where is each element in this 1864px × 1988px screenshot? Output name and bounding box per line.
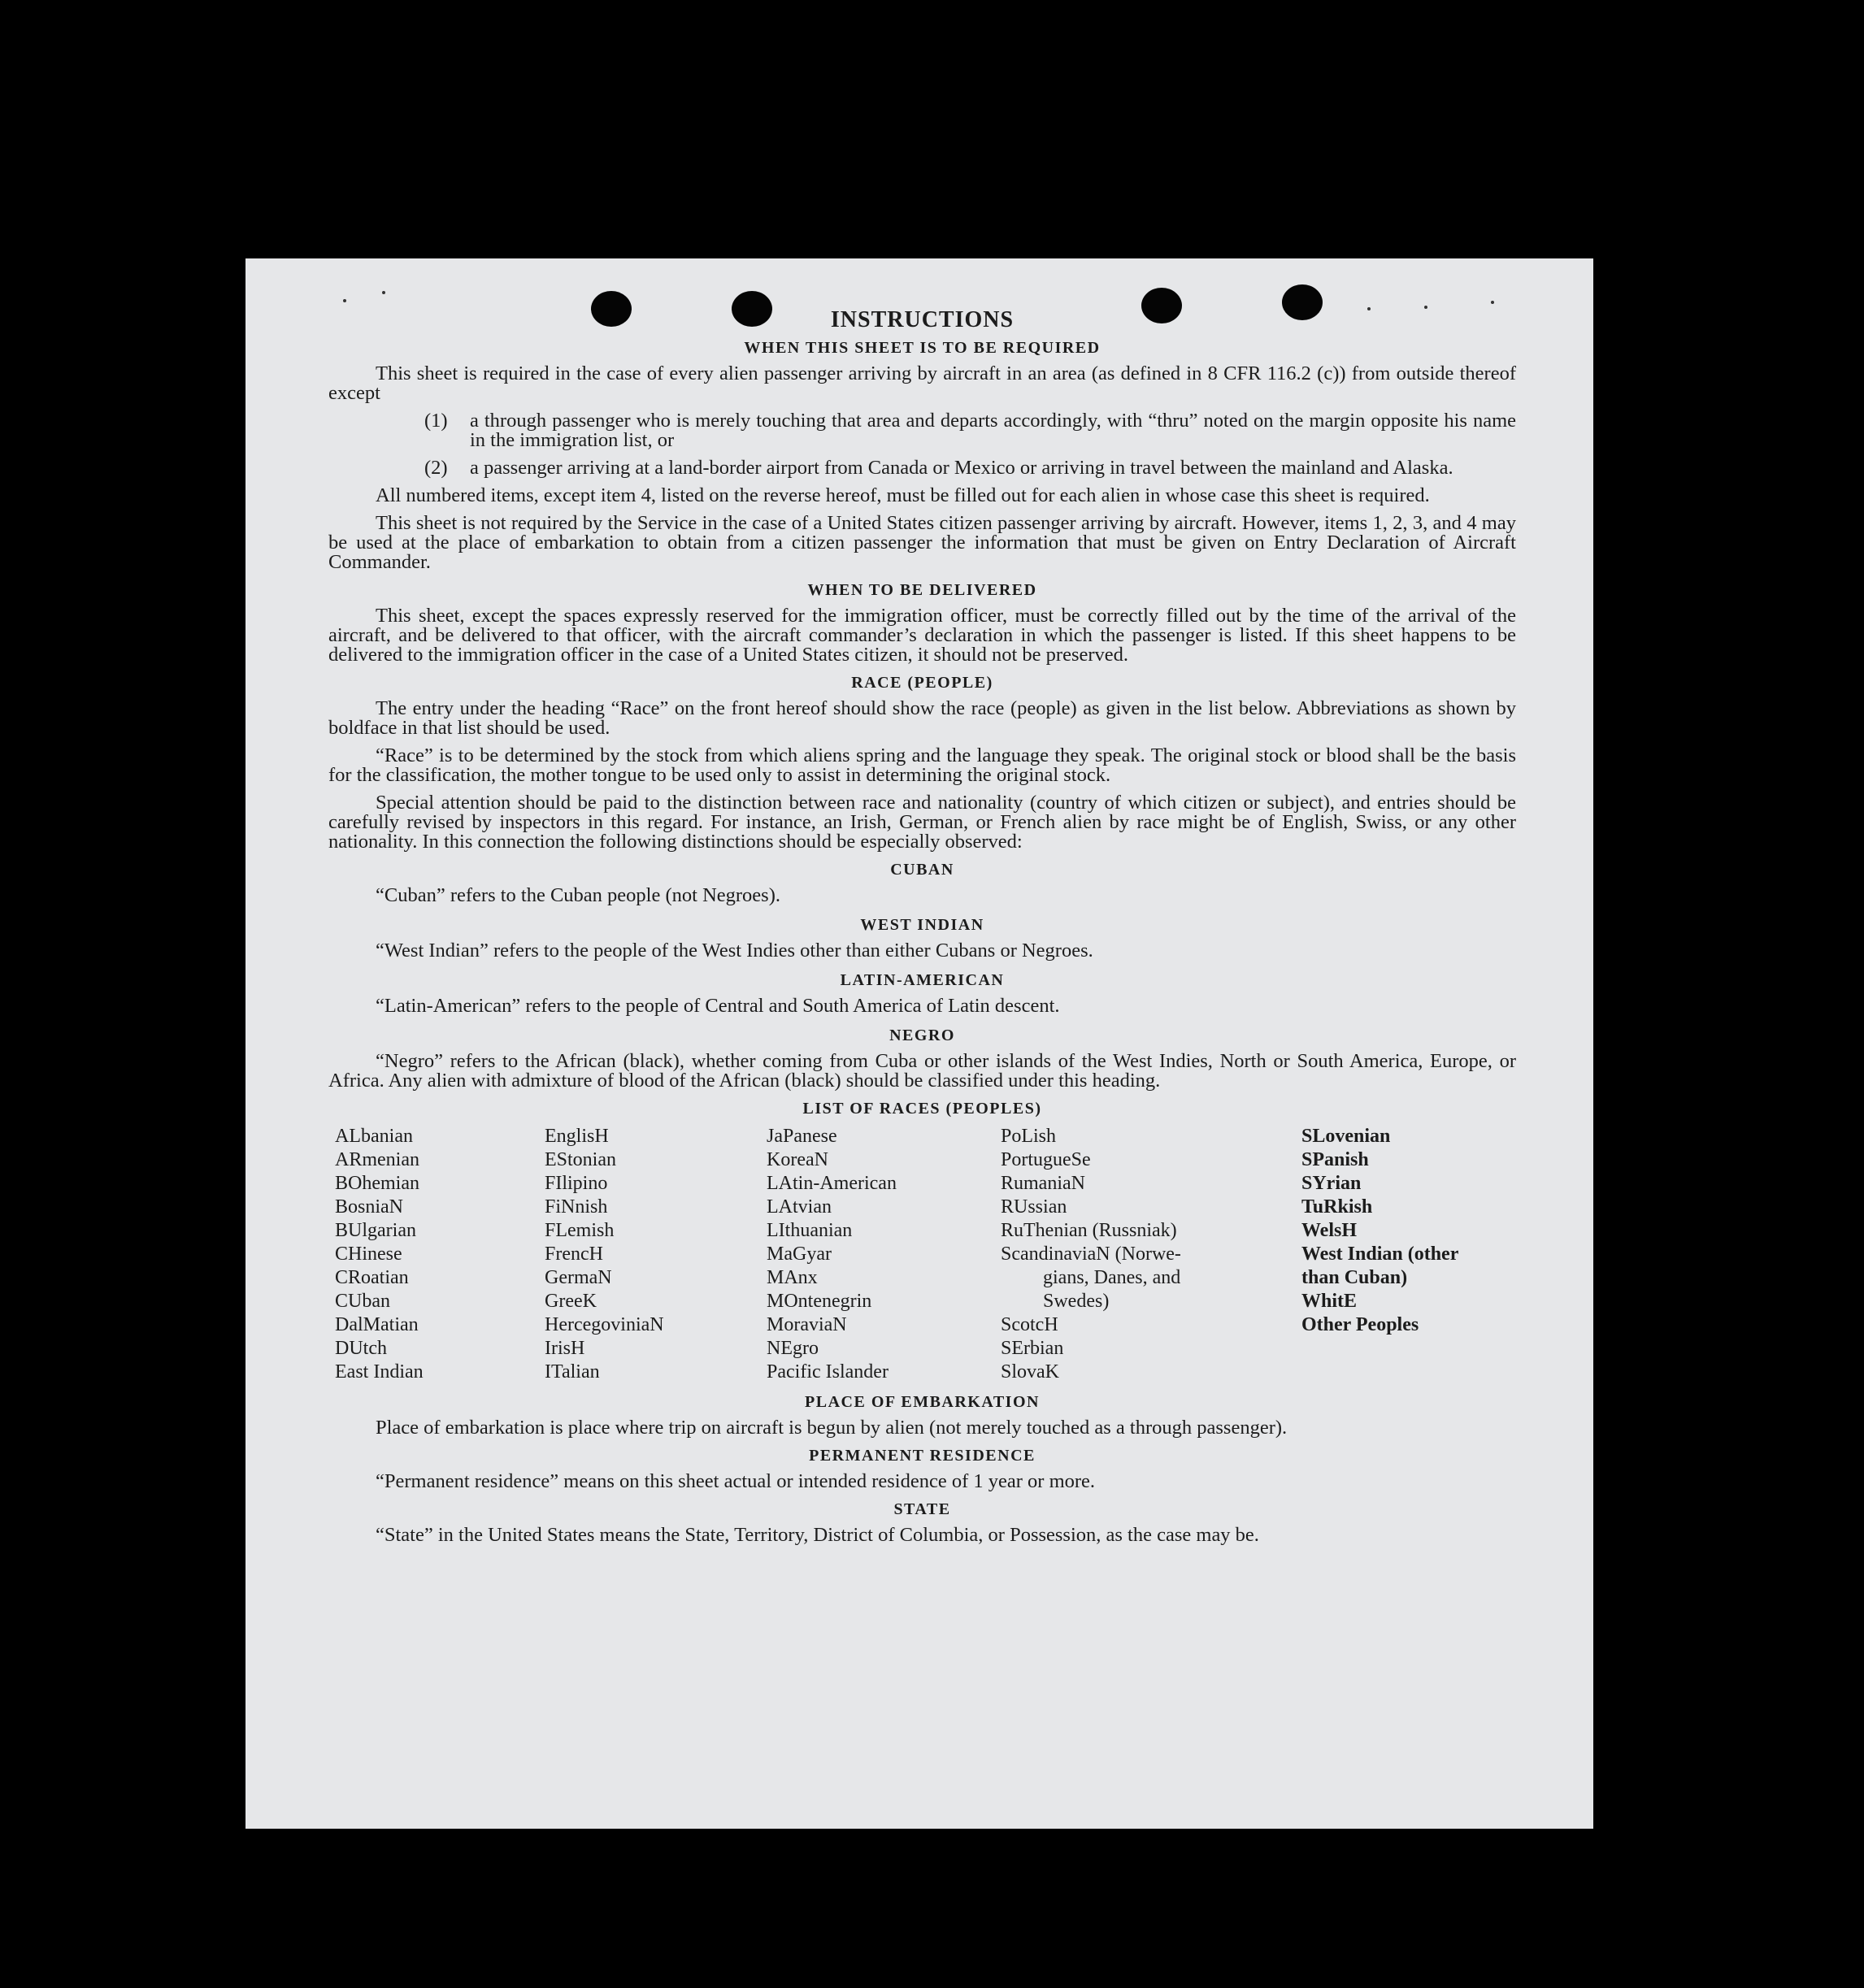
race-entry: ITalian — [545, 1361, 600, 1382]
race-entry: ALbanian — [335, 1126, 413, 1147]
race-paragraph-2: “Race” is to be determined by the stock from which aliens spring and the language they speak. The original stock or blood shall be the basis for the classification, the mother tongue to be used only to assist in determining the original stock. — [328, 744, 1516, 786]
heading-cuban: CUBAN — [890, 861, 954, 879]
race-entry: LIthuanian — [767, 1220, 853, 1241]
race-entry: SlovaK — [1001, 1361, 1059, 1382]
race-entry: West Indian (other — [1301, 1244, 1459, 1265]
race-entry: RUssian — [1001, 1196, 1067, 1218]
race-entry: FLemish — [545, 1220, 615, 1241]
race-entry: GermaN — [545, 1267, 612, 1288]
race-entry: RumaniaN — [1001, 1173, 1085, 1194]
race-entry: TuRkish — [1301, 1196, 1373, 1218]
race-entry: ARmenian — [335, 1149, 419, 1170]
required-intro: This sheet is required in the case of every alien passenger arriving by aircraft in an area (as defined in 8 CFR 116.2 (c)) from outside thereof except — [328, 362, 1516, 404]
race-entry: NEgro — [767, 1338, 819, 1359]
heading-list-of-races: LIST OF RACES (PEOPLES) — [802, 1100, 1042, 1118]
punch-hole — [591, 291, 632, 327]
heading-latin-american: LATIN-AMERICAN — [840, 971, 1005, 989]
race-entry: LAtvian — [767, 1196, 832, 1218]
race-entry: LAtin-American — [767, 1173, 897, 1194]
race-entry: RuThenian (Russniak) — [1001, 1220, 1177, 1241]
race-entry: CHinese — [335, 1244, 402, 1265]
race-entry: HercegoviniaN — [545, 1314, 664, 1335]
heading-race: RACE (PEOPLE) — [851, 674, 993, 692]
delivered-paragraph: This sheet, except the spaces expressly reserved for the immigration officer, must be correctly filled out by the time of the arrival of the aircraft, and be delivered to that officer, with the aircraft commander’s declaration in which the passenger is listed. If this sheet happens to be delivered to the immigration officer in the case of a United States citizen, it should not be preserved. — [328, 605, 1516, 666]
race-entry: SErbian — [1001, 1338, 1064, 1359]
punch-hole — [732, 291, 772, 327]
negro-definition: “Negro” refers to the African (black), whether coming from Cuba or other islands of the West Indies, North or South America, Europe, or Africa. Any alien with admixture of blood of the African (black) should be classified under this heading. — [328, 1050, 1516, 1092]
race-entry-continued: Swedes) — [1043, 1291, 1110, 1312]
race-entry: WelsH — [1301, 1220, 1358, 1241]
heading-negro: NEGRO — [889, 1027, 955, 1044]
race-entry: MOntenegrin — [767, 1291, 872, 1312]
race-entry: BOhemian — [335, 1173, 419, 1194]
races-column — [1301, 1125, 1513, 1384]
race-entry: MoraviaN — [767, 1314, 847, 1335]
heading-place-of-embarkation: PLACE OF EMBARKATION — [805, 1393, 1040, 1411]
embarkation-paragraph: Place of embarkation is place where trip on aircraft is begun by alien (not merely touched as a through passenger). — [376, 1417, 1288, 1439]
heading-state: STATE — [893, 1500, 951, 1518]
exception-item — [424, 458, 1516, 478]
numbered-items-paragraph: All numbered items, except item 4, listed on the reverse hereof, must be filled out for each alien in whose case this sheet is required. — [376, 484, 1430, 506]
heading-when-delivered: WHEN TO BE DELIVERED — [807, 581, 1037, 599]
heading-west-indian: WEST INDIAN — [860, 916, 984, 934]
race-entry: EStonian — [545, 1149, 616, 1170]
race-entry: East Indian — [335, 1361, 424, 1382]
page-title: INSTRUCTIONS — [830, 307, 1015, 332]
race-entry: WhitE — [1301, 1291, 1358, 1312]
race-paragraph-3: Special attention should be paid to the distinction between race and nationality (country of which citizen or subject), and entries should be carefully revised by inspectors in this regard. For instance, an Irish, German, or French alien by race might be of English, Swiss, or any other nationality. In this connection the following distinctions should be especially observed: — [328, 792, 1516, 853]
race-entry: SPanish — [1301, 1149, 1369, 1170]
race-paragraph-1: The entry under the heading “Race” on the front hereof should show the race (people) as given in the list below. Abbreviations as shown by boldface in that list should be used. — [328, 697, 1516, 739]
race-entry: FiNnish — [545, 1196, 608, 1218]
race-entry: DalMatian — [335, 1314, 419, 1335]
item-text: a through passenger who is merely touching that area and departs accordingly, with “thru” noted on the margin opposite his name in the immigration list, or — [470, 410, 1516, 451]
races-column — [767, 1125, 1001, 1384]
race-entry-continued: gians, Danes, and — [1043, 1267, 1181, 1288]
exception-item — [424, 411, 1516, 450]
race-entry: ScotcH — [1001, 1314, 1058, 1335]
speck — [343, 299, 346, 302]
heading-when-required: WHEN THIS SHEET IS TO BE REQUIRED — [744, 339, 1101, 357]
race-entry: SLovenian — [1301, 1126, 1391, 1147]
speck — [1491, 301, 1494, 304]
races-column — [1001, 1125, 1301, 1384]
latin-american-definition: “Latin-American” refers to the people of Central and South America of Latin descent. — [376, 995, 1060, 1017]
heading-permanent-residence: PERMANENT RESIDENCE — [809, 1447, 1036, 1465]
residence-paragraph: “Permanent residence” means on this sheet actual or intended residence of 1 year or more. — [376, 1470, 1096, 1492]
west-indian-definition: “West Indian” refers to the people of the West Indies other than either Cubans or Negroes. — [376, 940, 1093, 961]
punch-hole — [1141, 288, 1182, 323]
races-list — [335, 1125, 1516, 1384]
race-entry: PoLish — [1001, 1126, 1057, 1147]
race-entry: BosniaN — [335, 1196, 403, 1218]
race-entry: Pacific Islander — [767, 1361, 889, 1382]
race-entry: CUban — [335, 1291, 390, 1312]
punch-hole — [1282, 284, 1323, 320]
cuban-definition: “Cuban” refers to the Cuban people (not Negroes). — [376, 884, 780, 906]
race-entry: FrencH — [545, 1244, 603, 1265]
race-entry: PortugueSe — [1001, 1149, 1091, 1170]
race-entry: DUtch — [335, 1338, 387, 1359]
race-entry: BUlgarian — [335, 1220, 416, 1241]
race-entry: KoreaN — [767, 1149, 828, 1170]
races-column — [335, 1125, 545, 1384]
speck — [1367, 307, 1371, 310]
race-entry-continued: than Cuban) — [1301, 1267, 1408, 1288]
race-entry: Other Peoples — [1301, 1314, 1419, 1335]
item-number: (2) — [424, 457, 448, 479]
race-entry: ScandinaviaN (Norwe- — [1001, 1244, 1181, 1265]
citizen-paragraph: This sheet is not required by the Service in the case of a United States citizen passenger arriving by aircraft. However, items 1, 2, 3, and 4 may be used at the place of embarkation to obtain from a citizen passenger the information that must be given on Entry Declaration of Aircraft Commander. — [328, 512, 1516, 573]
race-entry: EnglisH — [545, 1126, 609, 1147]
speck — [1424, 306, 1427, 309]
race-entry: GreeK — [545, 1291, 597, 1312]
races-column — [545, 1125, 767, 1384]
race-entry: IrisH — [545, 1338, 585, 1359]
state-paragraph: “State” in the United States means the State, Territory, District of Columbia, or Possession, as the case may be. — [376, 1524, 1259, 1546]
race-entry: CRoatian — [335, 1267, 409, 1288]
speck — [382, 291, 385, 294]
race-entry: MaGyar — [767, 1244, 832, 1265]
race-entry: MAnx — [767, 1267, 818, 1288]
item-number: (1) — [424, 410, 448, 432]
race-entry: JaPanese — [767, 1126, 837, 1147]
item-text: a passenger arriving at a land-border airport from Canada or Mexico or arriving in travel between the mainland and Alaska. — [470, 457, 1453, 479]
race-entry: SYrian — [1301, 1173, 1362, 1194]
instruction-sheet — [245, 258, 1593, 1829]
race-entry: FIlipino — [545, 1173, 608, 1194]
